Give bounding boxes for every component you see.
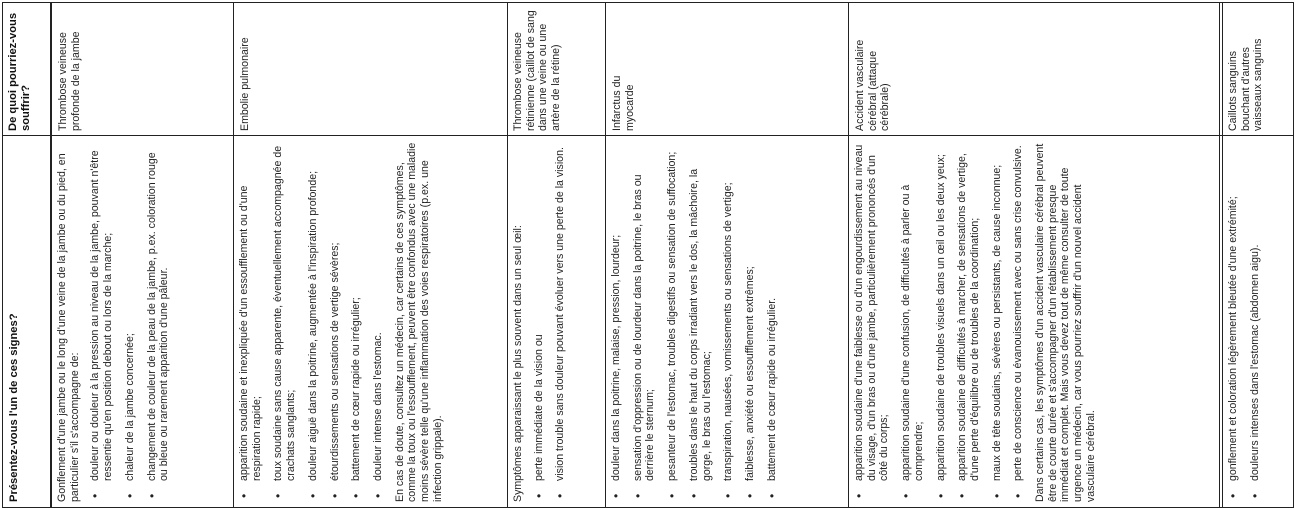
- symptom-text-rvt: [512, 142, 576, 502]
- symptom-item: • toux soudaine sans cause apparente, éventuellement accompagnée de crachats sanglants;: [272, 142, 297, 502]
- symptom-intro: Gonflement d'une jambe ou le long d'une veine de la jambe ou du pied, en particulier s'il s'accompagne de:: [56, 153, 81, 502]
- symptom-item: • pesanteur de l'estomac, troubles digestifs ou sensation de suffocation;: [666, 142, 679, 502]
- condition-cell-mi: [606, 3, 847, 134]
- symptom-list: [238, 142, 385, 502]
- condition-name: Embolie pulmonaire: [239, 37, 251, 131]
- column-divider-5: [1219, 2, 1220, 508]
- symptom-intro: Symptômes apparaissant le plus souvent dans un seul œil:: [512, 225, 524, 502]
- symptom-text-other-clots: [1227, 142, 1270, 502]
- symptom-item: • apparition soudaine et inexpliquée d'un essoufflement ou d'une respiration rapide;: [238, 142, 263, 502]
- symptom-item: • changement de couleur de la peau de la jambe, p.ex. coloration rouge ou bleue ou rarement apparition d'une pâleur.: [146, 142, 171, 502]
- symptom-item: • douleur aiguë dans la poitrine, augmentée à l'inspiration profonde;: [307, 142, 320, 502]
- symptom-cell-mi: [606, 136, 847, 507]
- symptom-text-pe: [238, 142, 452, 502]
- table-bottom-border: [2, 507, 1294, 508]
- symptom-text-stroke: [853, 142, 1106, 502]
- symptom-item: • perte de conscience ou évanouissement avec ou sans crise convulsive.: [1012, 142, 1025, 502]
- symptom-list: [853, 142, 1025, 502]
- condition-cell-rvt: [508, 3, 604, 134]
- condition-cell-dvt: [52, 3, 232, 134]
- symptom-item: • transpiration, nausées, vomissements ou sensations de vertige;: [722, 142, 735, 502]
- symptoms-header: Présentez-vous l'un de ces signes?: [8, 313, 20, 502]
- condition-name: Thrombose veineuse profonde de la jambe: [57, 31, 82, 131]
- symptom-cell-pe: [234, 136, 506, 507]
- conditions-header: De quoi pourriez-vous souffrir?: [7, 12, 32, 131]
- symptom-item: • maux de tête soudains, sévères ou persistants, de cause inconnue;: [991, 142, 1004, 502]
- table-right-border: [1293, 2, 1294, 508]
- symptom-list: [610, 142, 778, 502]
- symptom-note: Dans certains cas, les symptômes d'un accident vasculaire cérébral peuvent être de courte durée et s'accompagner d'un rétablissement presque immédiat et complet. Mais vous devez tout de même consulter de toute urgence un médecin, car vous pourriez souffrir d'un nouvel accident vasculaire cérébral.: [1034, 143, 1097, 502]
- symptom-item: • vision trouble sans douleur pouvant évoluer vers une perte de la vision.: [554, 142, 567, 502]
- symptom-item: • apparition soudaine d'une confusion, de difficultés à parler ou à comprendre;: [900, 142, 925, 502]
- symptom-item: • apparition soudaine de troubles visuels dans un œil ou les deux yeux;: [935, 142, 948, 502]
- symptom-list: [89, 142, 171, 502]
- symptom-cell-other-clots: [1223, 136, 1292, 507]
- symptom-item: • battement de cœur rapide ou irrégulier.: [766, 142, 779, 502]
- symptom-list: [533, 142, 567, 502]
- condition-name: Infarctus du myocarde: [611, 75, 636, 131]
- symptom-item: • perte immédiate de la vision ou: [533, 142, 546, 502]
- symptom-item: • douleurs intenses dans l'estomac (abdomen aigu).: [1249, 142, 1262, 502]
- symptom-item: • apparition soudaine de difficultés à marcher, de sensations de vertige, d'une perte d'équilibre ou de troubles de la coordination;: [956, 142, 981, 502]
- condition-name: Thrombose veineuse rétinienne (caillot de sang dans une veine ou une artère de la rétine): [512, 10, 563, 131]
- symptom-item: • troubles dans le haut du corps irradiant vers le dos, la mâchoire, la gorge, le bras ou l'estomac;: [688, 142, 713, 502]
- symptom-item: • sensation d'oppression ou de lourdeur dans la poitrine, le bras ou derrière le sternum;: [632, 142, 657, 502]
- symptom-item: • étourdissements ou sensations de vertige sévères;: [329, 142, 342, 502]
- symptom-list: [1227, 142, 1261, 502]
- symptom-note: En cas de doute, consultez un médecin, car certains de ces symptômes, comme la toux ou l'essoufflement, peuvent être confondus avec une maladie moins sévère telle qu'une inflammation des voies respiratoires (p.ex. une infection grippale).: [393, 142, 444, 502]
- condition-name: Caillots sanguins bouchant d'autres vaisseaux sanguins: [1227, 38, 1265, 131]
- condition-name: Accident vasculaire cérébral (attaque cérébrale): [854, 39, 892, 131]
- symptom-text-mi: [610, 142, 787, 502]
- condition-cell-other-clots: [1223, 3, 1292, 134]
- symptoms-header-cell: [4, 136, 48, 507]
- symptom-text-dvt: [56, 142, 180, 502]
- condition-cell-stroke: [849, 3, 1218, 134]
- symptom-cell-dvt: [52, 136, 232, 507]
- symptom-cell-stroke: [849, 136, 1218, 507]
- condition-cell-pe: [234, 3, 506, 134]
- symptom-item: • battement de cœur rapide ou irrégulier;: [350, 142, 363, 502]
- table-left-border: [2, 2, 3, 508]
- symptom-item: • douleur dans la poitrine, malaise, pression, lourdeur;: [610, 142, 623, 502]
- symptom-item: • douleur ou douleur à la pression au niveau de la jambe, pouvant n'être ressentie qu'en position debout ou lors de la marche;: [89, 142, 114, 502]
- symptom-item: • gonflement et coloration légèrement bleutée d'une extrémité;: [1227, 142, 1240, 502]
- symptom-cell-rvt: [508, 136, 604, 507]
- symptom-item: • douleur intense dans l'estomac.: [372, 142, 385, 502]
- conditions-header-cell: [4, 3, 48, 134]
- symptom-item: • chaleur de la jambe concernée;: [124, 142, 137, 502]
- symptom-item: • faiblesse, anxiété ou essoufflement extrêmes;: [744, 142, 757, 502]
- symptom-item: • apparition soudaine d'une faiblesse ou d'un engourdissement au niveau du visage, d'un bras ou d'une jambe, particulièrement prononcés d'un côté du corps;: [853, 142, 891, 502]
